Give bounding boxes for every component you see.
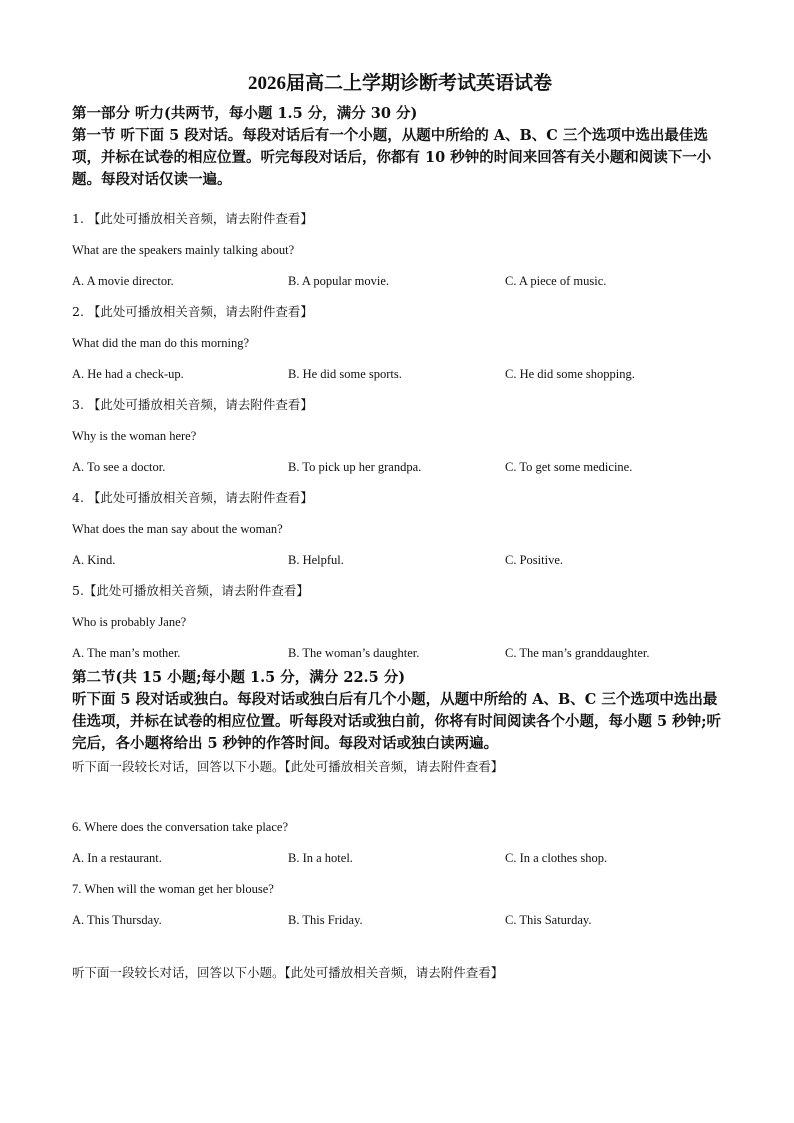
section1-instructions: 第一节 听下面 5 段对话。每段对话后有一个小题，从题中所给的 A、B、C 三个选项中选出最佳选项，并标在试卷的相应位置。听完每段对话后，你都有 10 秒钟的时间来回答有关小题和阅读下一小题。每段对话仅读一遍。 <box>72 127 712 188</box>
dialog2-intro[interactable]: 听下面一段较长对话，回答以下小题。【此处可播放相关音频，请去附件查看】 <box>72 965 504 980</box>
question-text: 7. When will the woman get her blouse? <box>72 882 274 896</box>
part1-heading: 第一部分 听力(共两节，每小题 1.5 分，满分 30 分) <box>72 105 418 122</box>
options-row <box>72 459 728 475</box>
audio-placeholder[interactable]: 5.【此处可播放相关音频，请去附件查看】 <box>72 583 309 598</box>
option-a: A. He had a check-up. <box>72 367 184 381</box>
question-block <box>72 881 728 928</box>
option-b: B. He did some sports. <box>288 367 402 381</box>
audio-placeholder[interactable]: 1. 【此处可播放相关音频，请去附件查看】 <box>72 211 313 226</box>
dialog1-intro[interactable]: 听下面一段较长对话，回答以下小题。【此处可播放相关音频，请去附件查看】 <box>72 759 504 774</box>
options-row <box>72 552 728 568</box>
option-b: B. A popular movie. <box>288 274 390 288</box>
question-text: What did the man do this morning? <box>72 336 250 350</box>
options-row <box>72 912 728 928</box>
audio-placeholder[interactable]: 3. 【此处可播放相关音频，请去附件查看】 <box>72 397 313 412</box>
options-row <box>72 645 728 661</box>
option-c: C. This Saturday. <box>505 913 592 927</box>
question-block <box>72 583 728 661</box>
audio-placeholder[interactable]: 4. 【此处可播放相关音频，请去附件查看】 <box>72 490 313 505</box>
question-text: What are the speakers mainly talking about? <box>72 243 295 257</box>
option-c: C. To get some medicine. <box>505 460 633 474</box>
option-a: A. In a restaurant. <box>72 851 162 865</box>
section2-heading: 第二节(共 15 小题;每小题 1.5 分，满分 22.5 分) <box>72 669 406 686</box>
option-a: A. Kind. <box>72 553 116 567</box>
option-a: A. To see a doctor. <box>72 460 166 474</box>
question-block <box>72 819 728 866</box>
option-c: C. The man’s granddaughter. <box>505 646 650 660</box>
options-row <box>72 273 728 289</box>
question-block <box>72 304 728 382</box>
section2-instructions: 听下面 5 段对话或独白。每段对话或独白后有几个小题，从题中所给的 A、B、C 三个选项中选出最佳选项，并标在试卷的相应位置。听每段对话或独白前，你将有时间阅读各个小题，每小题 5 秒钟;听完后，各小题将给出 5 秒钟的作答时间。每段对话或独白读两遍。 <box>72 691 722 752</box>
option-b: B. This Friday. <box>288 913 363 927</box>
option-a: A. A movie director. <box>72 274 174 288</box>
question-text: What does the man say about the woman? <box>72 522 283 536</box>
option-b: B. The woman’s daughter. <box>288 646 420 660</box>
question-text: 6. Where does the conversation take place? <box>72 820 288 834</box>
option-a: A. The man’s mother. <box>72 646 181 660</box>
option-a: A. This Thursday. <box>72 913 162 927</box>
question-block <box>72 490 728 568</box>
option-b: B. Helpful. <box>288 553 344 567</box>
question-text: Who is probably Jane? <box>72 615 187 629</box>
audio-placeholder[interactable]: 2. 【此处可播放相关音频，请去附件查看】 <box>72 304 313 319</box>
option-c: C. Positive. <box>505 553 563 567</box>
question-block <box>72 397 728 475</box>
option-c: C. In a clothes shop. <box>505 851 608 865</box>
option-b: B. In a hotel. <box>288 851 353 865</box>
options-row <box>72 850 728 866</box>
option-c: C. A piece of music. <box>505 274 607 288</box>
question-block <box>72 211 728 289</box>
page-title: 2026届高二上学期诊断考试英语试卷 <box>247 73 552 94</box>
exam-page <box>72 68 728 981</box>
option-c: C. He did some shopping. <box>505 367 635 381</box>
option-b: B. To pick up her grandpa. <box>288 460 422 474</box>
options-row <box>72 366 728 382</box>
question-text: Why is the woman here? <box>72 429 197 443</box>
